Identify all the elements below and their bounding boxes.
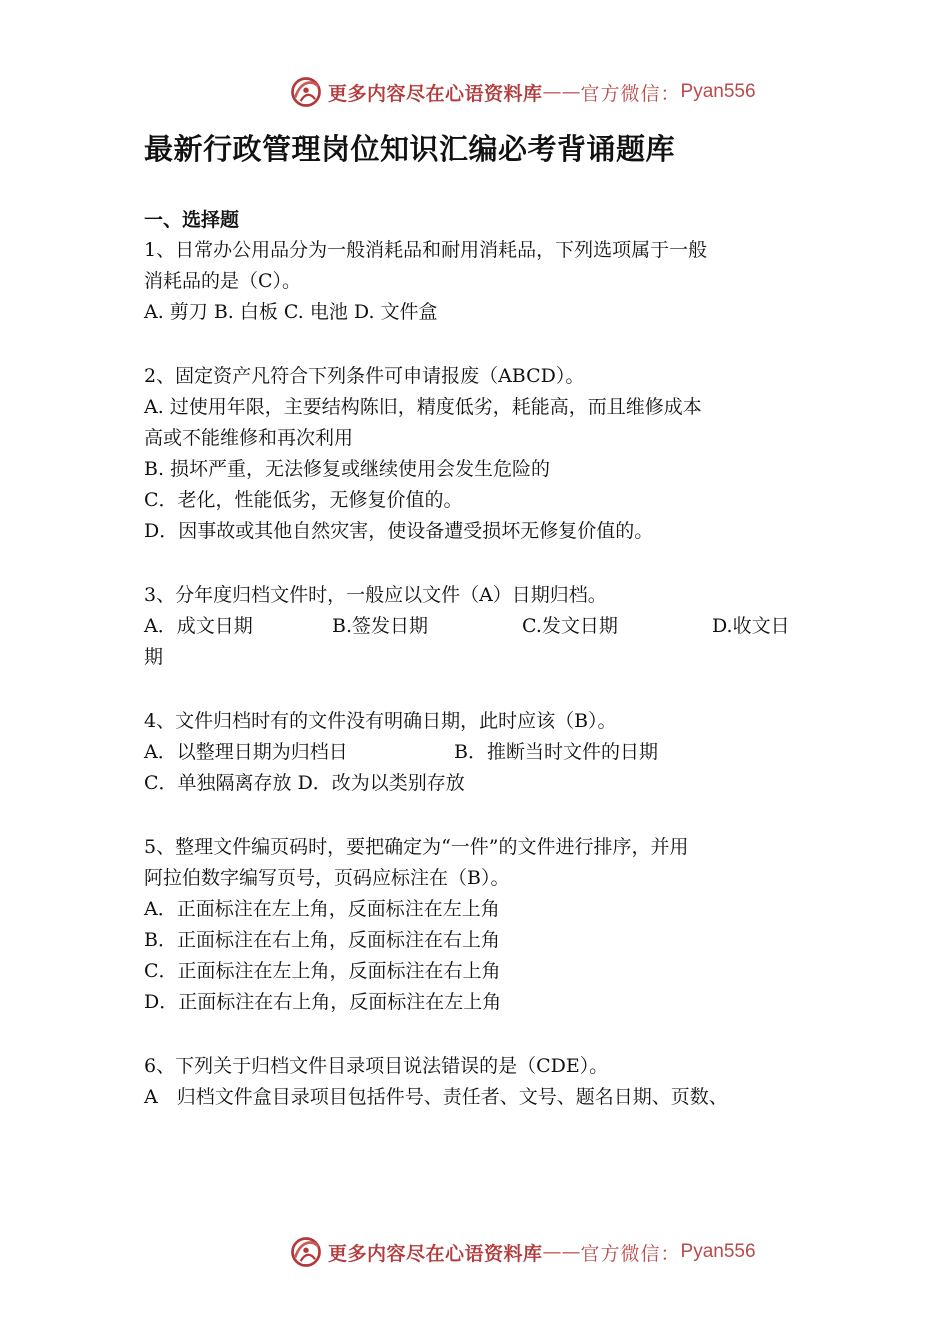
section-heading: 一、选择题 bbox=[144, 209, 240, 231]
q3-option-d: D.收文日 bbox=[712, 615, 790, 637]
q1-stem-line1: 1、日常办公用品分为一般消耗品和耐用消耗品，下列选项属于一般 bbox=[144, 239, 708, 261]
q5-option-a: A．正面标注在左上角，反面标注在左上角 bbox=[144, 898, 500, 920]
q2-stem: 2、固定资产凡符合下列条件可申请报废（ABCD）。 bbox=[144, 365, 585, 387]
banner-dash: —— bbox=[542, 1241, 581, 1263]
q2-option-b: B. 损坏严重，无法修复或继续使用会发生危险的 bbox=[144, 458, 551, 480]
question-6 bbox=[144, 1051, 814, 1113]
q3-option-a: A．成文日期 bbox=[144, 615, 253, 637]
q6-option-a: A 归档文件盒目录项目包括件号、责任者、文号、题名日期、页数、 bbox=[144, 1086, 728, 1108]
q4-options-cd: C．单独隔离存放 D．改为以类别存放 bbox=[144, 772, 465, 794]
q4-stem: 4、文件归档时有的文件没有明确日期，此时应该（B）。 bbox=[144, 710, 617, 732]
q1-stem-line2: 消耗品的是（C）。 bbox=[144, 270, 302, 292]
q2-option-a-line2: 高或不能维修和再次利用 bbox=[144, 427, 354, 449]
question-1 bbox=[144, 235, 814, 328]
q5-stem-line1: 5、整理文件编页码时，要把确定为“一件”的文件进行排序，并用 bbox=[144, 836, 689, 858]
q5-option-d: D．正面标注在右上角，反面标注在左上角 bbox=[144, 991, 502, 1013]
question-4 bbox=[144, 706, 814, 799]
q4-options-ab bbox=[144, 737, 814, 768]
q5-stem-line2: 阿拉伯数字编写页号，页码应标注在（B）。 bbox=[144, 867, 510, 889]
page-title: 最新行政管理岗位知识汇编必考背诵题库 bbox=[144, 132, 676, 166]
footer-banner bbox=[288, 1232, 756, 1272]
q2-option-d: D．因事故或其他自然灾害，使设备遭受损坏无修复价值的。 bbox=[144, 520, 654, 542]
q3-options bbox=[144, 611, 814, 642]
banner-dash: —— bbox=[542, 81, 581, 103]
wechat-account: Pyan556 bbox=[680, 1241, 756, 1262]
logo-icon bbox=[288, 1234, 324, 1270]
wechat-account: Pyan556 bbox=[680, 81, 756, 102]
q3-option-b: B.签发日期 bbox=[332, 615, 429, 637]
q3-option-c: C.发文日期 bbox=[522, 615, 618, 637]
q5-option-b: B．正面标注在右上角，反面标注在右上角 bbox=[144, 929, 500, 951]
q4-option-b: B．推断当时文件的日期 bbox=[454, 741, 658, 763]
question-5 bbox=[144, 832, 814, 1018]
q1-options: A. 剪刀 B. 白板 C. 电池 D. 文件盒 bbox=[144, 301, 438, 323]
q3-option-d-cont: 期 bbox=[144, 646, 164, 668]
logo-icon bbox=[288, 74, 324, 110]
wechat-label: 官方微信： bbox=[580, 1242, 681, 1265]
question-2 bbox=[144, 361, 814, 547]
q4-option-a: A．以整理日期为归档日 bbox=[144, 741, 348, 763]
brand-text: 更多内容尽在心语资料库 bbox=[328, 1242, 543, 1265]
q2-option-c: C．老化，性能低劣，无修复价值的。 bbox=[144, 489, 463, 511]
document-body bbox=[144, 205, 814, 1113]
brand-text: 更多内容尽在心语资料库 bbox=[328, 82, 543, 105]
q6-stem: 6、下列关于归档文件目录项目说法错误的是（CDE）。 bbox=[144, 1055, 609, 1077]
question-3 bbox=[144, 580, 814, 673]
q5-option-c: C．正面标注在左上角，反面标注在右上角 bbox=[144, 960, 501, 982]
q3-stem: 3、分年度归档文件时，一般应以文件（A）日期归档。 bbox=[144, 584, 607, 606]
header-banner bbox=[288, 72, 756, 112]
q2-option-a-line1: A. 过使用年限，主要结构陈旧，精度低劣，耗能高，而且维修成本 bbox=[144, 396, 702, 418]
wechat-label: 官方微信： bbox=[580, 82, 681, 105]
